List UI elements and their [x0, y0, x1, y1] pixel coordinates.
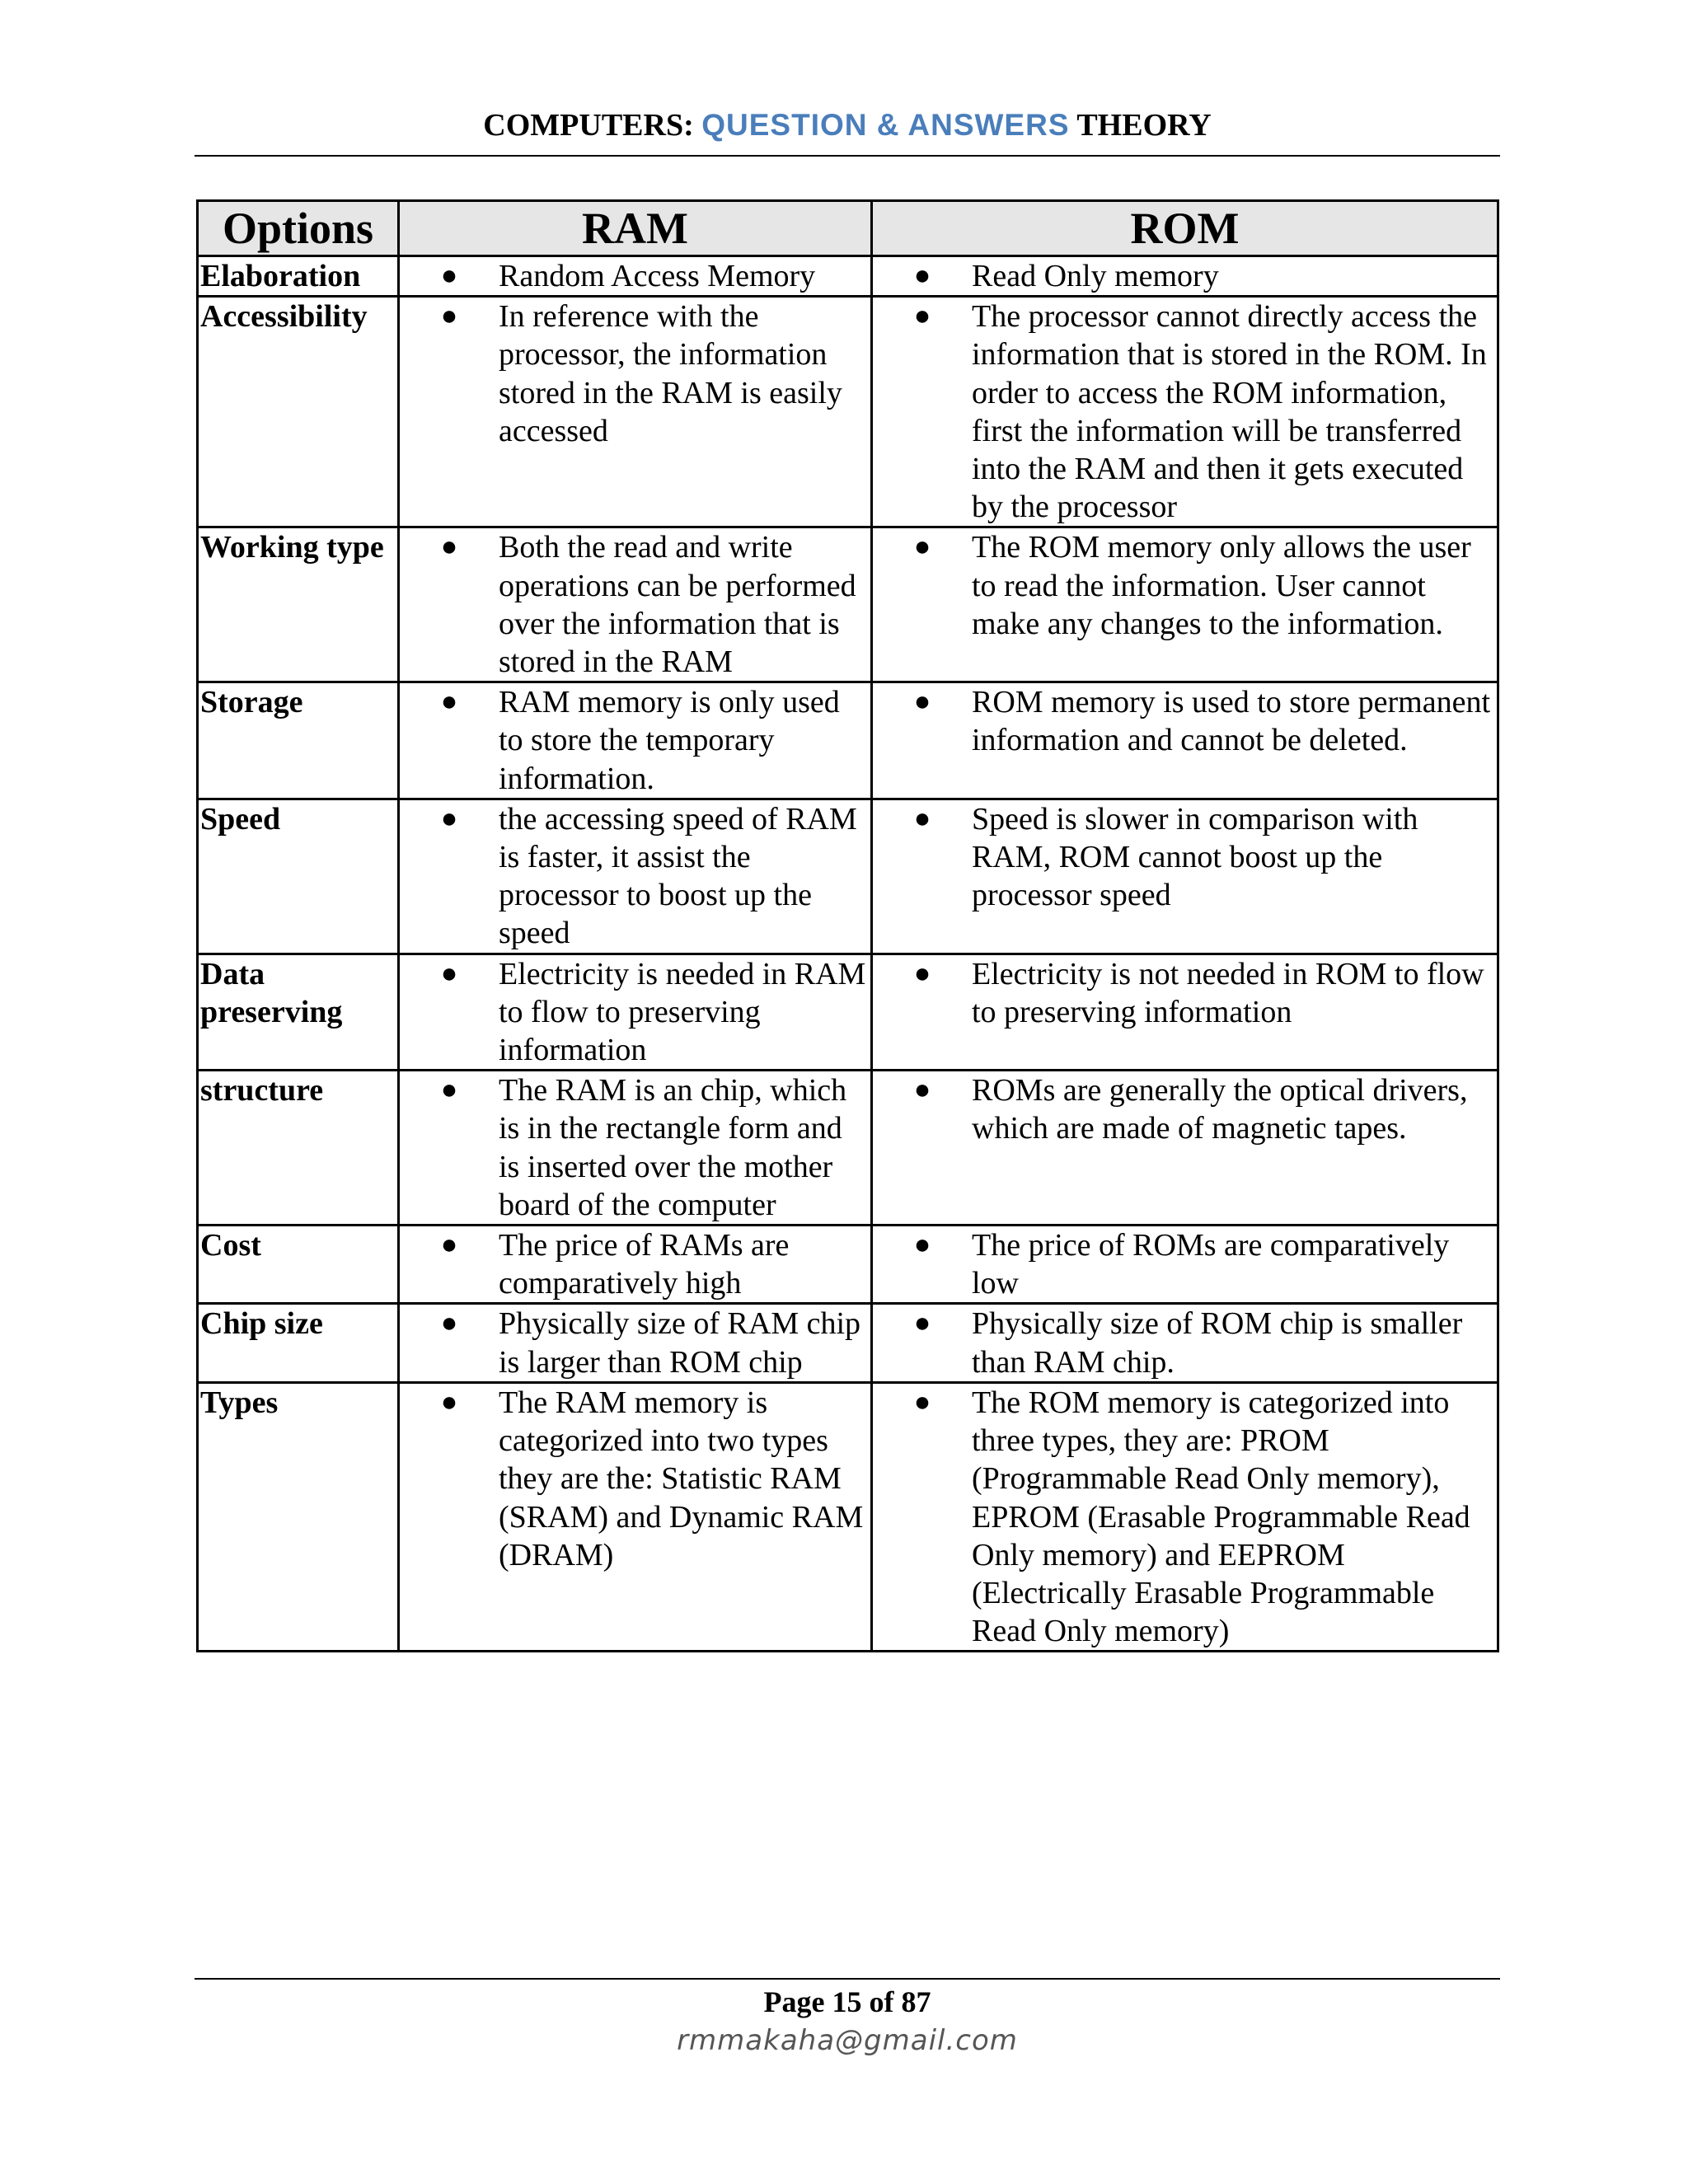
ram-bullet-item: [400, 1384, 870, 1574]
rom-text: Speed is slower in comparison with RAM, ROM cannot boost up the processor speed: [972, 801, 1418, 913]
author-email: rmmakaha@gmail.com: [677, 2024, 1018, 2057]
table-row: [198, 527, 1498, 682]
column-header-ram: RAM: [399, 201, 872, 256]
rom-bullet-item: [873, 257, 1497, 295]
row-option-label: Cost: [198, 1226, 399, 1304]
row-option-label: Speed: [198, 799, 399, 954]
bullet-icon: ●: [913, 1230, 931, 1261]
rom-bullet-item: [873, 298, 1497, 526]
rom-cell: [872, 1304, 1498, 1382]
row-option-label: Chip size: [198, 1304, 399, 1382]
bullet-icon: ●: [913, 958, 931, 989]
ram-text: The RAM memory is categorized into two types they are the: Statistic RAM (SRAM) and Dynamic RAM (DRAM): [499, 1385, 864, 1572]
bullet-icon: ●: [440, 958, 458, 989]
bullet-icon: ●: [440, 260, 458, 291]
ram-text: Electricity is needed in RAM to flow to preserving information: [499, 956, 866, 1068]
rom-text: ROMs are generally the optical drivers, which are made of magnetic tapes.: [972, 1073, 1468, 1146]
header-accent-title: QUESTION & ANSWERS: [701, 108, 1070, 142]
comparison-table: [196, 199, 1499, 1652]
rom-bullet-item: [873, 683, 1497, 759]
bullet-icon: ●: [440, 1230, 458, 1261]
rom-cell: [872, 682, 1498, 799]
footer-divider: [195, 1978, 1500, 1980]
bullet-icon: ●: [913, 1386, 931, 1418]
ram-bullet-item: [400, 298, 870, 450]
ram-text: The price of RAMs are comparatively high: [499, 1228, 790, 1301]
ram-cell: [399, 1071, 872, 1226]
rom-bullet-item: [873, 800, 1497, 915]
bullet-icon: ●: [440, 301, 458, 332]
rom-cell: [872, 1382, 1498, 1651]
rom-cell: [872, 297, 1498, 527]
ram-bullet-item: [400, 683, 870, 798]
rom-text: The processor cannot directly access the information that is stored in the ROM. In order to access the ROM information, first the information will be transferred into the RAM and then it gets executed by the processor: [972, 299, 1487, 525]
rom-text: Read Only memory: [972, 259, 1219, 293]
table-row: [198, 682, 1498, 799]
table-row: [198, 1382, 1498, 1651]
header-divider: [195, 155, 1500, 157]
header-colon: :: [683, 108, 702, 143]
ram-cell: [399, 527, 872, 682]
ram-text: Both the read and write operations can be performed over the information that is stored in the RAM: [499, 530, 856, 680]
bullet-icon: ●: [913, 687, 931, 718]
bullet-icon: ●: [913, 532, 931, 563]
table-row: [198, 1226, 1498, 1304]
ram-bullet-item: [400, 1305, 870, 1380]
header-title-part1: COMPUTERS: [483, 108, 684, 143]
ram-bullet-item: [400, 955, 870, 1070]
ram-text: In reference with the processor, the information stored in the RAM is easily accessed: [499, 299, 842, 448]
table-row: [198, 1071, 1498, 1226]
rom-cell: [872, 1226, 1498, 1304]
table-row: [198, 799, 1498, 954]
ram-bullet-item: [400, 1071, 870, 1224]
table-body: [198, 256, 1498, 1652]
ram-bullet-item: [400, 800, 870, 953]
row-option-label: Elaboration: [198, 256, 399, 297]
bullet-icon: ●: [440, 532, 458, 563]
rom-cell: [872, 256, 1498, 297]
ram-bullet-item: [400, 1226, 870, 1302]
rom-cell: [872, 954, 1498, 1071]
row-option-label: Types: [198, 1382, 399, 1651]
ram-bullet-item: [400, 528, 870, 681]
rom-bullet-item: [873, 1305, 1497, 1380]
rom-bullet-item: [873, 1226, 1497, 1302]
row-option-label: Storage: [198, 682, 399, 799]
rom-text: ROM memory is used to store permanent information and cannot be deleted.: [972, 685, 1491, 758]
column-header-rom: ROM: [872, 201, 1498, 256]
ram-cell: [399, 256, 872, 297]
ram-text: the accessing speed of RAM is faster, it assist the processor to boost up the speed: [499, 801, 857, 951]
bullet-icon: ●: [913, 1308, 931, 1339]
ram-bullet-item: [400, 257, 870, 295]
table-row: [198, 256, 1498, 297]
ram-text: RAM memory is only used to store the temporary information.: [499, 685, 840, 796]
ram-text: Random Access Memory: [499, 259, 816, 293]
ram-text: Physically size of RAM chip is larger than ROM chip: [499, 1306, 861, 1380]
rom-cell: [872, 527, 1498, 682]
table-row: [198, 297, 1498, 527]
bullet-icon: ●: [913, 260, 931, 291]
bullet-icon: ●: [440, 803, 458, 834]
header-title-part2: THEORY: [1069, 108, 1212, 143]
bullet-icon: ●: [913, 301, 931, 332]
table-row: [198, 1304, 1498, 1382]
column-header-options: Options: [198, 201, 399, 256]
ram-cell: [399, 954, 872, 1071]
ram-cell: [399, 799, 872, 954]
row-option-label: Working type: [198, 527, 399, 682]
rom-bullet-item: [873, 1071, 1497, 1147]
rom-text: The ROM memory only allows the user to read the information. User cannot make any changes to the information.: [972, 530, 1471, 641]
ram-cell: [399, 682, 872, 799]
page-header: [195, 102, 1500, 148]
table-header-row: [198, 201, 1498, 256]
rom-bullet-item: [873, 528, 1497, 643]
rom-bullet-item: [873, 955, 1497, 1031]
page-number: Page 15 of 87: [763, 1985, 931, 2018]
bullet-icon: ●: [440, 1075, 458, 1106]
rom-text: Physically size of ROM chip is smaller than RAM chip.: [972, 1306, 1463, 1380]
bullet-icon: ●: [440, 1386, 458, 1418]
bullet-icon: ●: [913, 803, 931, 834]
rom-cell: [872, 799, 1498, 954]
ram-cell: [399, 1226, 872, 1304]
bullet-icon: ●: [913, 1075, 931, 1106]
bullet-icon: ●: [440, 1308, 458, 1339]
rom-text: Electricity is not needed in ROM to flow to preserving information: [972, 956, 1484, 1029]
row-option-label: Data preserving: [198, 954, 399, 1071]
ram-cell: [399, 297, 872, 527]
rom-text: The price of ROMs are comparatively low: [972, 1228, 1450, 1301]
row-option-label: structure: [198, 1071, 399, 1226]
row-option-label: Accessibility: [198, 297, 399, 527]
ram-cell: [399, 1304, 872, 1382]
ram-cell: [399, 1382, 872, 1651]
bullet-icon: ●: [440, 687, 458, 718]
table-row: [198, 954, 1498, 1071]
rom-text: The ROM memory is categorized into three types, they are: PROM (Programmable Read Only memory), EPROM (Erasable Programmable Read Only memory) and EEPROM (Electrically Erasable Programmable Read Only memory): [972, 1385, 1470, 1649]
rom-bullet-item: [873, 1384, 1497, 1650]
rom-cell: [872, 1071, 1498, 1226]
ram-text: The RAM is an chip, which is in the rectangle form and is inserted over the mother board of the computer: [499, 1073, 847, 1222]
